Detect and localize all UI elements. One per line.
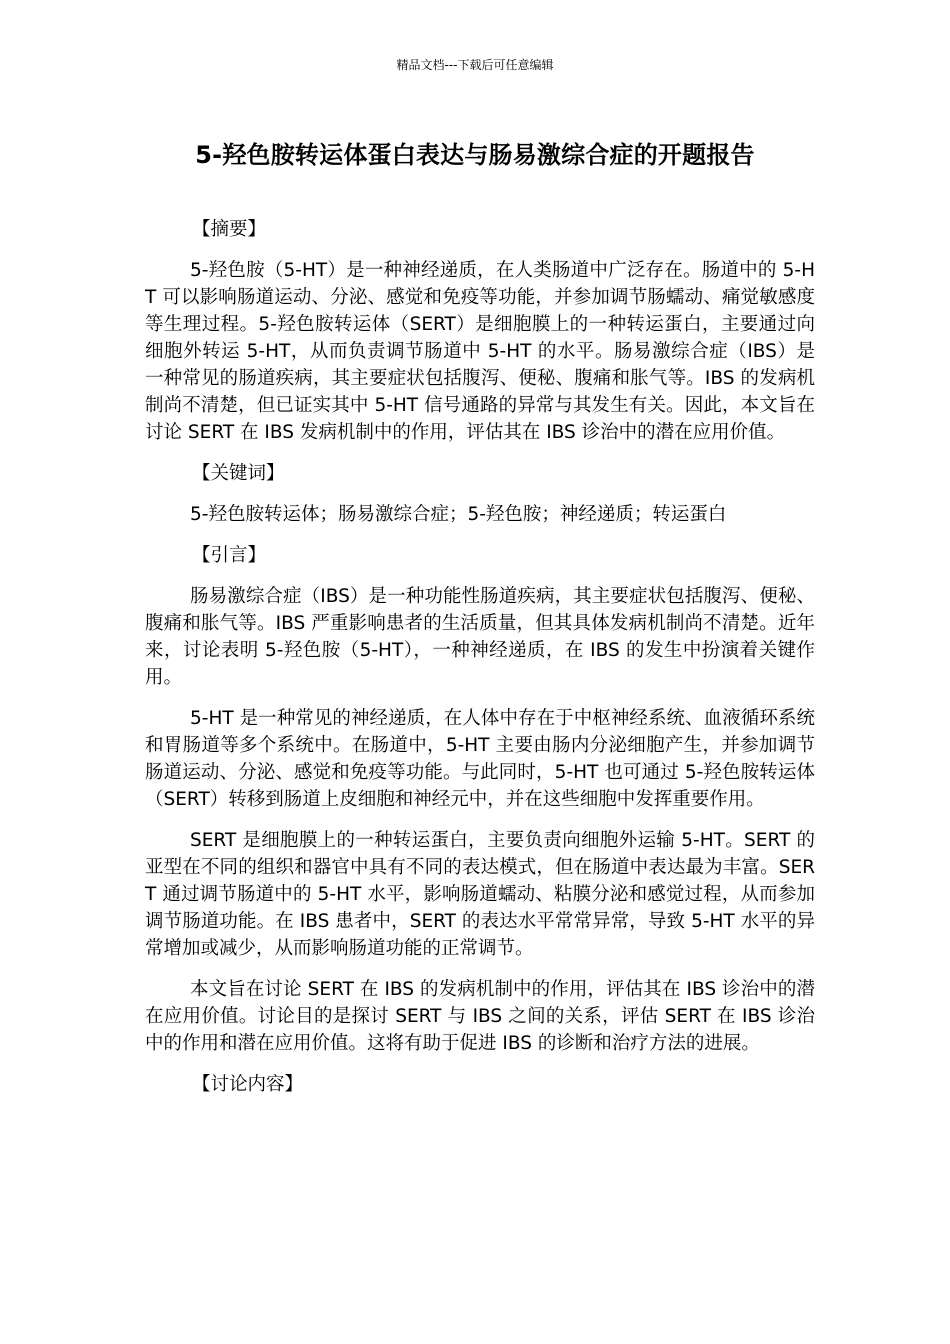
page-header-watermark: 精品文档---下载后可任意编辑 (396, 58, 554, 72)
keywords-heading: 【关键词】 (192, 463, 285, 484)
keywords-text: 5-羟色胺转运体；肠易激综合症；5-羟色胺；神经递质；转运蛋白 (190, 504, 727, 525)
document-title: 5-羟色胺转运体蛋白表达与肠易激综合症的开题报告 (195, 141, 755, 169)
intro-heading: 【引言】 (192, 545, 267, 566)
discussion-heading: 【讨论内容】 (192, 1074, 304, 1095)
intro-paragraph-2: 5-HT 是一种常见的神经递质，在人体中存在于中枢神经系统、血液循环系统和胃肠道等多个系统中。在肠道中，5-HT 主要由肠内分泌细胞产生，并参加调节肠道运动、分泌、感觉和免疫等功能。与此同时，5-HT 也可通过 5-羟色胺转运体（SERT）转移到肠道上皮细胞和神经元中，并在这些细胞中发挥重要作用。 (145, 708, 815, 810)
document-body (145, 216, 815, 1112)
intro-paragraph-3: SERT 是细胞膜上的一种转运蛋白，主要负责向细胞外运输 5-HT。SERT 的亚型在不同的组织和器官中具有不同的表达模式，但在肠道中表达最为丰富。SERT 通过调节肠道中的 5-HT 水平，影响肠道蠕动、粘膜分泌和感觉过程，从而参加调节肠道功能。在 IBS 患者中，SERT 的表达水平常常异常，导致 5-HT 水平的异常增加或减少，从而影响肠道功能的正常调节。 (145, 830, 815, 959)
intro-paragraph-4: 本文旨在讨论 SERT 在 IBS 的发病机制中的作用，评估其在 IBS 诊治中的潜在应用价值。讨论目的是探讨 SERT 与 IBS 之间的关系，评估 SERT 在 IBS 诊治中的作用和潜在应用价值。这将有助于促进 IBS 的诊断和治疗方法的进展。 (145, 979, 815, 1054)
abstract-heading: 【摘要】 (192, 219, 267, 240)
intro-paragraph-1: 肠易激综合症（IBS）是一种功能性肠道疾病，其主要症状包括腹泻、便秘、腹痛和胀气等。IBS 严重影响患者的生活质量，但其具体发病机制尚不清楚。近年来，讨论表明 5-羟色胺（5-HT），一种神经递质，在 IBS 的发生中扮演着关键作用。 (145, 586, 815, 688)
abstract-paragraph: 5-羟色胺（5-HT）是一种神经递质，在人类肠道中广泛存在。肠道中的 5-HT 可以影响肠道运动、分泌、感觉和免疫等功能，并参加调节肠蠕动、痛觉敏感度等生理过程。5-羟色胺转运体（SERT）是细胞膜上的一种转运蛋白，主要通过向细胞外转运 5-HT，从而负责调节肠道中 5-HT 的水平。肠易激综合症（IBS）是一种常见的肠道疾病，其主要症状包括腹泻、便秘、腹痛和胀气等。IBS 的发病机制尚不清楚，但已证实其中 5-HT 信号通路的异常与其发生有关。因此，本文旨在讨论 SERT 在 IBS 发病机制中的作用，评估其在 IBS 诊治中的潜在应用价值。 (145, 260, 815, 443)
